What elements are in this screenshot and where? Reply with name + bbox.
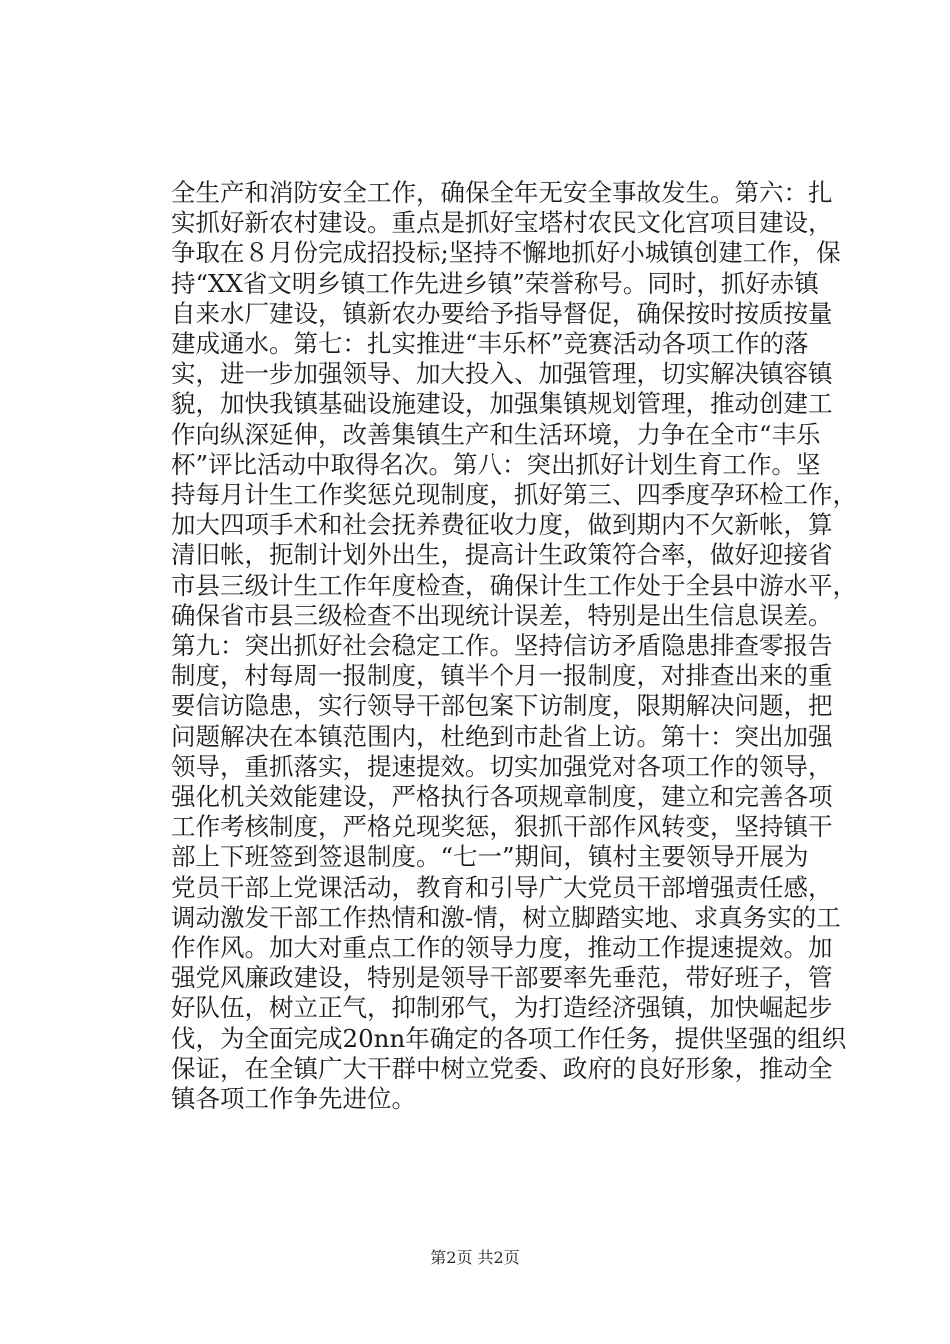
text-line: 自来水厂建设，镇新农办要给予指导督促，确保按时按质按量 xyxy=(171,298,833,328)
text-line: 部上下班签到签退制度。“七一”期间，镇村主要领导开展为 xyxy=(171,842,809,872)
text-line: 伐，为全面完成20nn年确定的各项工作任务，提供坚强的组织 xyxy=(171,1023,847,1053)
text-line: 要信访隐患，实行领导干部包案下访制度，限期解决问题，把 xyxy=(171,691,833,721)
text-line: 问题解决在本镇范围内，杜绝到市赴省上访。第十：突出加强 xyxy=(171,721,833,751)
text-line: 调动激发干部工作热情和激-情，树立脚踏实地、求真务实的工 xyxy=(171,902,841,932)
text-line: 实抓好新农村建设。重点是抓好宝塔村农民文化宫项目建设， xyxy=(171,208,833,238)
text-line: 实，进一步加强领导、加大投入、加强管理，切实解决镇容镇 xyxy=(171,359,833,389)
page-footer xyxy=(0,1245,950,1268)
text-line: 作作风。加大对重点工作的领导力度，推动工作提速提效。加 xyxy=(171,933,833,963)
page-number-label: 第2页 共2页 xyxy=(430,1248,520,1267)
text-line: 市县三级计生工作年度检查，确保计生工作处于全县中游水平， xyxy=(171,570,857,600)
text-line: 领导，重抓落实，提速提效。切实加强党对各项工作的领导， xyxy=(171,751,833,781)
text-line: 保证，在全镇广大干群中树立党委、政府的良好形象，推动全 xyxy=(171,1053,833,1083)
text-line: 强党风廉政建设，特别是领导干部要率先垂范，带好班子，管 xyxy=(171,963,833,993)
text-line: 作向纵深延伸，改善集镇生产和生活环境，力争在全市“丰乐 xyxy=(171,419,821,449)
text-line: 全生产和消防安全工作，确保全年无安全事故发生。第六：扎 xyxy=(171,178,833,207)
text-line: 持“XX省文明乡镇工作先进乡镇”荣誉称号。同时，抓好赤镇 xyxy=(171,268,819,298)
text-line: 强化机关效能建设，严格执行各项规章制度，建立和完善各项 xyxy=(171,782,833,812)
text-line: 清旧帐，扼制计划外出生，提高计生政策符合率，做好迎接省 xyxy=(171,540,833,570)
body-text xyxy=(171,178,871,1114)
text-line: 争取在８月份完成招投标;坚持不懈地抓好小城镇创建工作，保 xyxy=(171,238,841,268)
text-line: 制度，村每周一报制度，镇半个月一报制度，对排查出来的重 xyxy=(171,661,833,691)
text-line: 第九：突出抓好社会稳定工作。坚持信访矛盾隐患排查零报告 xyxy=(171,631,833,661)
text-line: 加大四项手术和社会抚养费征收力度，做到期内不欠新帐，算 xyxy=(171,510,833,540)
text-line: 好队伍，树立正气，抑制邪气，为打造经济强镇，加快崛起步 xyxy=(171,993,833,1023)
text-line: 工作考核制度，严格兑现奖惩，狠抓干部作风转变，坚持镇干 xyxy=(171,812,833,842)
text-line: 杯”评比活动中取得名次。第八：突出抓好计划生育工作。坚 xyxy=(171,449,821,479)
text-line: 党员干部上党课活动，教育和引导广大党员干部增强责任感， xyxy=(171,872,833,902)
text-line: 貌，加快我镇基础设施建设，加强集镇规划管理，推动创建工 xyxy=(171,389,833,419)
text-line: 镇各项工作争先进位。 xyxy=(171,1084,416,1114)
text-line: 持每月计生工作奖惩兑现制度，抓好第三、四季度孕环检工作， xyxy=(171,480,857,510)
text-line: 确保省市县三级检查不出现统计误差，特别是出生信息误差。 xyxy=(171,600,833,630)
text-line: 建成通水。第七：扎实推进“丰乐杯”竞赛活动各项工作的落 xyxy=(171,329,809,359)
